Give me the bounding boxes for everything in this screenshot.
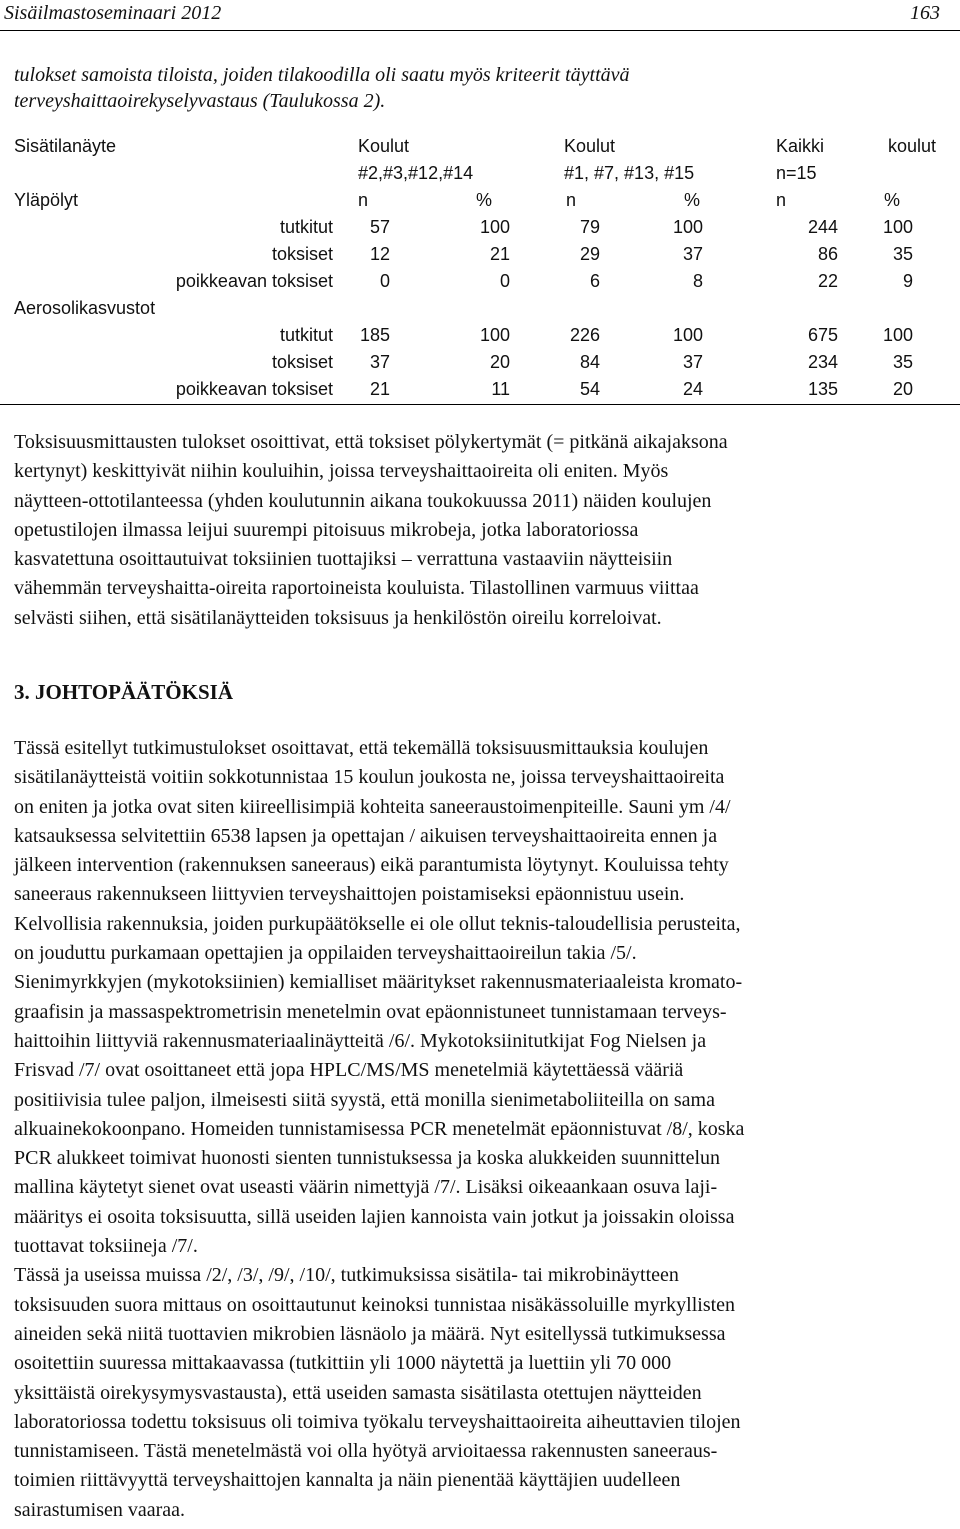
table-cell: 86 (817, 244, 838, 264)
intro-line: tulokset samoista tiloista, joiden tilakoodilla oli saatu myös kriteerit täyttävä (14, 64, 630, 86)
table-cell: 100 (882, 325, 913, 345)
table-cell: 22 (817, 271, 838, 291)
table-cell: 21 (369, 379, 390, 399)
table-cell: 35 (892, 352, 913, 372)
table-cell: 185 (359, 325, 390, 345)
paragraph-line: Sienimyrkkyjen (mykotoksiinien) kemialliset määritykset rakennusmateriaaleista kromato- (14, 971, 743, 994)
paragraph-line: toimien riittävyyttä terveyshaittojen kannalta ja näin pienentää käyttäjien uudelleen (14, 1469, 681, 1492)
paragraph-line: haittoihin liittyviä rakennusmateriaalinäytteitä /6/. Mykotoksiinitutkijat Fog Nielsen ja (14, 1029, 707, 1052)
paragraph-line: Tässä esitellyt tutkimustulokset osoittavat, että tekemällä toksisuusmittauksia koulujen (14, 737, 709, 759)
paragraph-line: opetustilojen ilmassa leijui suurempi pitoisuus mikrobeja, jotka laboratoriossa (14, 518, 639, 541)
table-header-group2: Koulut (564, 136, 616, 156)
table-row-label: poikkeavan toksiset (175, 379, 333, 399)
paragraph-line: osoitettiin suuressa mittakaavassa (tutkittiin yli 1000 näytettä ja luettiin yli 70 000 (14, 1352, 672, 1375)
paragraph-line: Toksisuusmittausten tulokset osoittivat, että toksiset pölykertymät (= pitkänä aikajaksona (14, 431, 728, 453)
table-unit-header: n (358, 190, 369, 210)
paragraph-line: katsauksessa selvitettiin 6538 lapsen ja opettajan / aikuisen terveyshaittaoireita ennen ja (14, 824, 718, 847)
paragraph-line: selvästi siihen, että sisätilanäytteiden toksisuus ja henkilöstön oireilu korreloivat. (14, 606, 662, 629)
paragraph-line: määritys ei osoita toksisuutta, sillä useiden lajien kannoista vain jotkut ja joissakin oloissa (14, 1205, 735, 1228)
table-cell: 100 (672, 217, 703, 237)
paragraph-line: yksittäistä oirekysymysvastausta), että useiden samasta sisätilasta otettujen näytteiden (14, 1381, 702, 1404)
paragraph-line: näytteen-ottotilanteessa (yhden koulutunnin aikana toukokuussa 2011) näiden koulujen (14, 489, 712, 512)
paragraph-line: aineiden sekä niitä tuottavien mikrobien läsnäolo ja määrä. Nyt esitellyssä tutkimuksessa (14, 1322, 726, 1345)
paragraph-line: positiivisia tulee paljon, ilmeisesti siitä syystä, että monilla sienimetaboliiteilla on sama (14, 1088, 715, 1111)
table-header-group1-ids: #2,#3,#12,#14 (358, 163, 474, 183)
table-cell: 244 (807, 217, 838, 237)
table-header-group1: Koulut (358, 136, 410, 156)
table-cell: 11 (491, 379, 510, 399)
table-cell: 12 (369, 244, 390, 264)
table-unit-header: % (684, 190, 701, 210)
paragraph-line: Frisvad /7/ ovat osoittaneet että jopa HPLC/MS/MS menetelmiä käytettäessä vääriä (14, 1059, 684, 1082)
table-cell: 35 (892, 244, 913, 264)
table-header-group3-koulut: koulut (888, 136, 937, 156)
table-cell: 226 (569, 325, 600, 345)
table-cell: 0 (379, 271, 390, 291)
table-cell: 79 (579, 217, 600, 237)
paragraph-line: kertynyt) keskittyivät niihin kouluihin, joissa terveyshaittaoireita oli eniten. Myös (14, 460, 669, 483)
table-cell: 20 (489, 352, 510, 372)
table-row-label: toksiset (271, 244, 333, 264)
table-row-label: tutkitut (279, 217, 333, 237)
paragraph-line: jälkeen intervention (rakennuksen saneeraus) eikä parantumista löytynyt. Kouluissa tehty (14, 854, 729, 877)
paragraph-line: Kelvollisia rakennuksia, joiden purkupäätökselle ei ole ollut teknis-taloudellisia perusteita, (14, 912, 741, 935)
paragraph-line: graafisin ja massaspektrometrisin menetelmin ovat epäonnistuneet tunnistamaan terveys- (14, 1000, 727, 1023)
running-header (0, 0, 960, 31)
paragraph-line: vähemmän terveyshaitta-oireita raportoineista kouluista. Tilastollinen varmuus viittaa (14, 577, 699, 600)
paragraph-line: laboratoriossa todettu toksisuus oli toimiva työkalu terveyshaittaoireita aiheuttavien tilojen (14, 1410, 741, 1433)
table-header-group2-ids: #1, #7, #13, #15 (564, 163, 695, 183)
intro-line: terveyshaittaoirekyselyvastaus (Taulukossa 2). (14, 90, 386, 112)
table-cell: 0 (499, 271, 510, 291)
table-cell: 675 (807, 325, 838, 345)
table-cell: 100 (882, 217, 913, 237)
paragraph-line: on eniten ja jotka ovat siten kiireellisimpiä kohteita saneeraustoimenpiteille. Sauni ym /4/ (14, 795, 731, 818)
table-row-label: poikkeavan toksiset (175, 271, 333, 291)
table-unit-header: % (476, 190, 493, 210)
table-cell: 9 (902, 271, 913, 291)
table-header-group3-n: n=15 (776, 163, 817, 183)
table-cell: 234 (807, 352, 838, 372)
table-cell: 84 (579, 352, 600, 372)
table-cell: 29 (579, 244, 600, 264)
header-title: Sisäilmastoseminaari 2012 (4, 2, 222, 24)
paragraph-line: sairastumisen vaaraa. (14, 1498, 186, 1521)
paragraph-line: tunnistamiseen. Tästä menetelmästä voi olla hyötyä arvioitaessa rakennusten saneeraus- (14, 1440, 718, 1463)
table-row-label: tutkitut (279, 325, 333, 345)
paragraph-line: saneeraus rakennukseen liittyvien terveyshaittojen poistamiseksi epäonnistuu usein. (14, 883, 685, 906)
table-cell: 54 (579, 379, 600, 399)
table-unit-header: n (776, 190, 787, 210)
paragraph-results (14, 428, 954, 633)
paragraph-line: kasvatettuna osoittautuivat toksiinien tuottajiksi – verrattuna vastaaviin näytteisiin (14, 548, 673, 571)
table-cell: 57 (369, 217, 390, 237)
paragraph-line: alkuainekokoonpano. Homeiden tunnistamisessa PCR menetelmät epäonnistuvat /8/, koska (14, 1117, 745, 1140)
results-table (0, 134, 960, 405)
paragraph-line: mallina käytetyt sienet ovat useasti väärin nimettyjä /7/. Lisäksi oikeaankaan osuva laji- (14, 1176, 718, 1199)
table-unit-header: n (566, 190, 577, 210)
table-section-label: Aerosolikasvustot (14, 298, 156, 318)
table-header-sample: Sisätilanäyte (14, 136, 117, 156)
table-row-label: toksiset (271, 352, 333, 372)
page-number: 163 (910, 2, 940, 24)
paragraph-line: sisätilanäytteistä voitiin sokkotunnistaa 15 koulun joukosta ne, joissa terveyshaittaoireita (14, 766, 725, 789)
paragraph-line: on jouduttu purkamaan opettajien ja oppilaiden terveyshaittaoireilun takia /5/. (14, 942, 637, 965)
table-cell: 24 (682, 379, 703, 399)
paragraph-line: tuottavat toksiineja /7/. (14, 1235, 198, 1258)
table-cell: 100 (672, 325, 703, 345)
intro-text (14, 62, 944, 114)
table-unit-header: % (884, 190, 901, 210)
table-cell: 8 (692, 271, 703, 291)
paragraph-line: toksisuuden suora mittaus on osoittautunut keinoksi tunnistaa nisäkässoluille myrkyllisten (14, 1293, 736, 1316)
section-heading: 3. JOHTOPÄÄTÖKSIÄ (14, 680, 233, 704)
table-section-label: Yläpölyt (14, 190, 79, 210)
table-cell: 100 (479, 217, 510, 237)
table-cell: 21 (489, 244, 510, 264)
paragraph-conclusions (14, 734, 954, 1525)
table-cell: 100 (479, 325, 510, 345)
table-cell: 20 (892, 379, 913, 399)
table-header-group3: Kaikki (776, 136, 825, 156)
table-cell: 135 (807, 379, 838, 399)
table-cell: 37 (682, 352, 703, 372)
paragraph-line: PCR alukkeet toimivat huonosti sienten tunnistuksessa ja koska alukkeiden suunnittelun (14, 1147, 721, 1170)
table-cell: 6 (589, 271, 600, 291)
table-cell: 37 (682, 244, 703, 264)
paragraph-line: Tässä ja useissa muissa /2/, /3/, /9/, /10/, tutkimuksissa sisätila- tai mikrobinäytteen (14, 1264, 679, 1287)
table-cell: 37 (369, 352, 390, 372)
